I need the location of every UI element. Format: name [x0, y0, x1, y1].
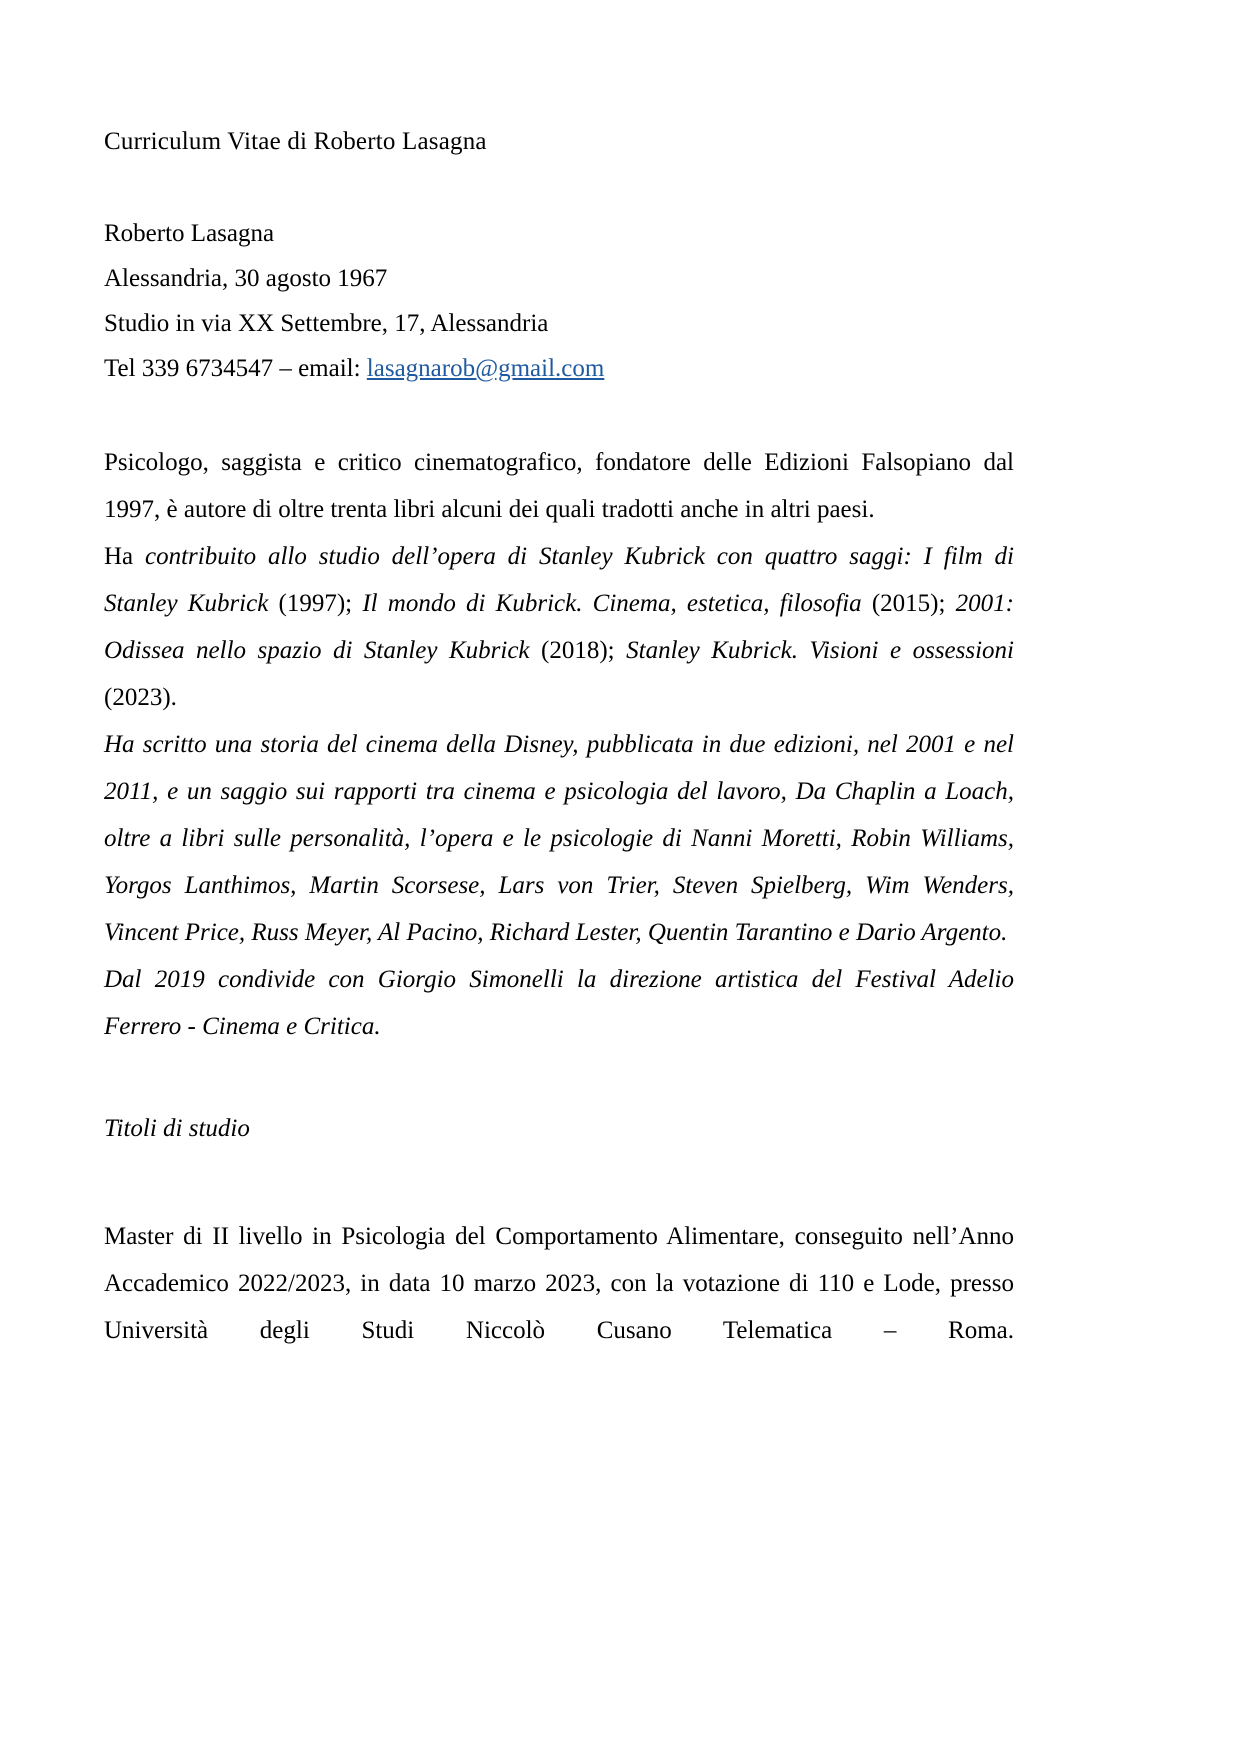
- kubrick-year-4: (2023).: [104, 684, 177, 711]
- bio-intro-paragraph: Psicologo, saggista e critico cinematografico, fondatore delle Edizioni Falsopiano dal 1997, è autore di oltre trenta libri alcuni dei quali tradotti anche in altri paesi.: [104, 449, 1014, 523]
- spacer: [104, 1151, 1014, 1213]
- bio-disney-paragraph: Ha scritto una storia del cinema della Disney, pubblicata in due edizioni, nel 2001 e nel 2011, e un saggio sui rapporti tra cinema e psicologia del lavoro, Da Chaplin a Loach, oltre a libri sulle personalità, l’opera e le psicologie di Nanni Moretti, Robin Williams, Yorgos Lanthimos, Martin Scorsese, Lars von Trier, Steven Spielberg, Wim Wenders, Vincent Price, Russ Meyer, Al Pacino, Richard Lester, Quentin Tarantino e Dario Argento.: [104, 731, 1014, 946]
- kubrick-title-3: 2001: Odissea nello spazio di Stanley Kubrick: [104, 590, 1014, 664]
- author-name: Roberto Lasagna: [104, 220, 275, 247]
- education-master-paragraph: Master di II livello in Psicologia del Comportamento Alimentare, conseguito nell’Anno Accademico 2022/2023, in data 10 marzo 2023, con la votazione di 110 e Lode, presso Università degli Studi Niccolò Cusano Telematica – Roma.: [104, 1223, 1014, 1344]
- kubrick-year-1: (1997);: [268, 590, 363, 617]
- kubrick-body: contribuito allo studio dell’opera di Stanley Kubrick con quattro saggi: I film di Stanley Kubrick: [104, 543, 1014, 617]
- kubrick-year-3: (2018);: [529, 637, 627, 664]
- kubrick-lead: Ha: [104, 543, 146, 570]
- page-title: Curriculum Vitae di Roberto Lasagna: [104, 128, 487, 155]
- bio-kubrick-paragraph: [104, 533, 1014, 721]
- spacer: [104, 391, 1014, 439]
- phone-and-email-label: Tel 339 6734547 – email:: [104, 355, 367, 382]
- bio-festival-paragraph: Dal 2019 condivide con Giorgio Simonelli la direzione artistica del Festival Adelio Ferrero - Cinema e Critica.: [104, 966, 1014, 1040]
- kubrick-title-4: Stanley Kubrick. Visioni e ossessioni: [626, 637, 1014, 664]
- studio-address: Studio in via XX Settembre, 17, Alessandria: [104, 310, 549, 337]
- contact-line: [104, 346, 1014, 391]
- email-link[interactable]: lasagnarob@gmail.com: [366, 355, 605, 382]
- spacer: [104, 159, 1014, 211]
- kubrick-title-2: Il mondo di Kubrick. Cinema, estetica, filosofia: [362, 590, 862, 617]
- section-heading-education: Titoli di studio: [104, 1115, 250, 1142]
- document-body: [104, 125, 1014, 1401]
- birth-place-date: Alessandria, 30 agosto 1967: [104, 265, 388, 292]
- kubrick-year-2: (2015);: [861, 590, 956, 617]
- spacer: [104, 1050, 1014, 1106]
